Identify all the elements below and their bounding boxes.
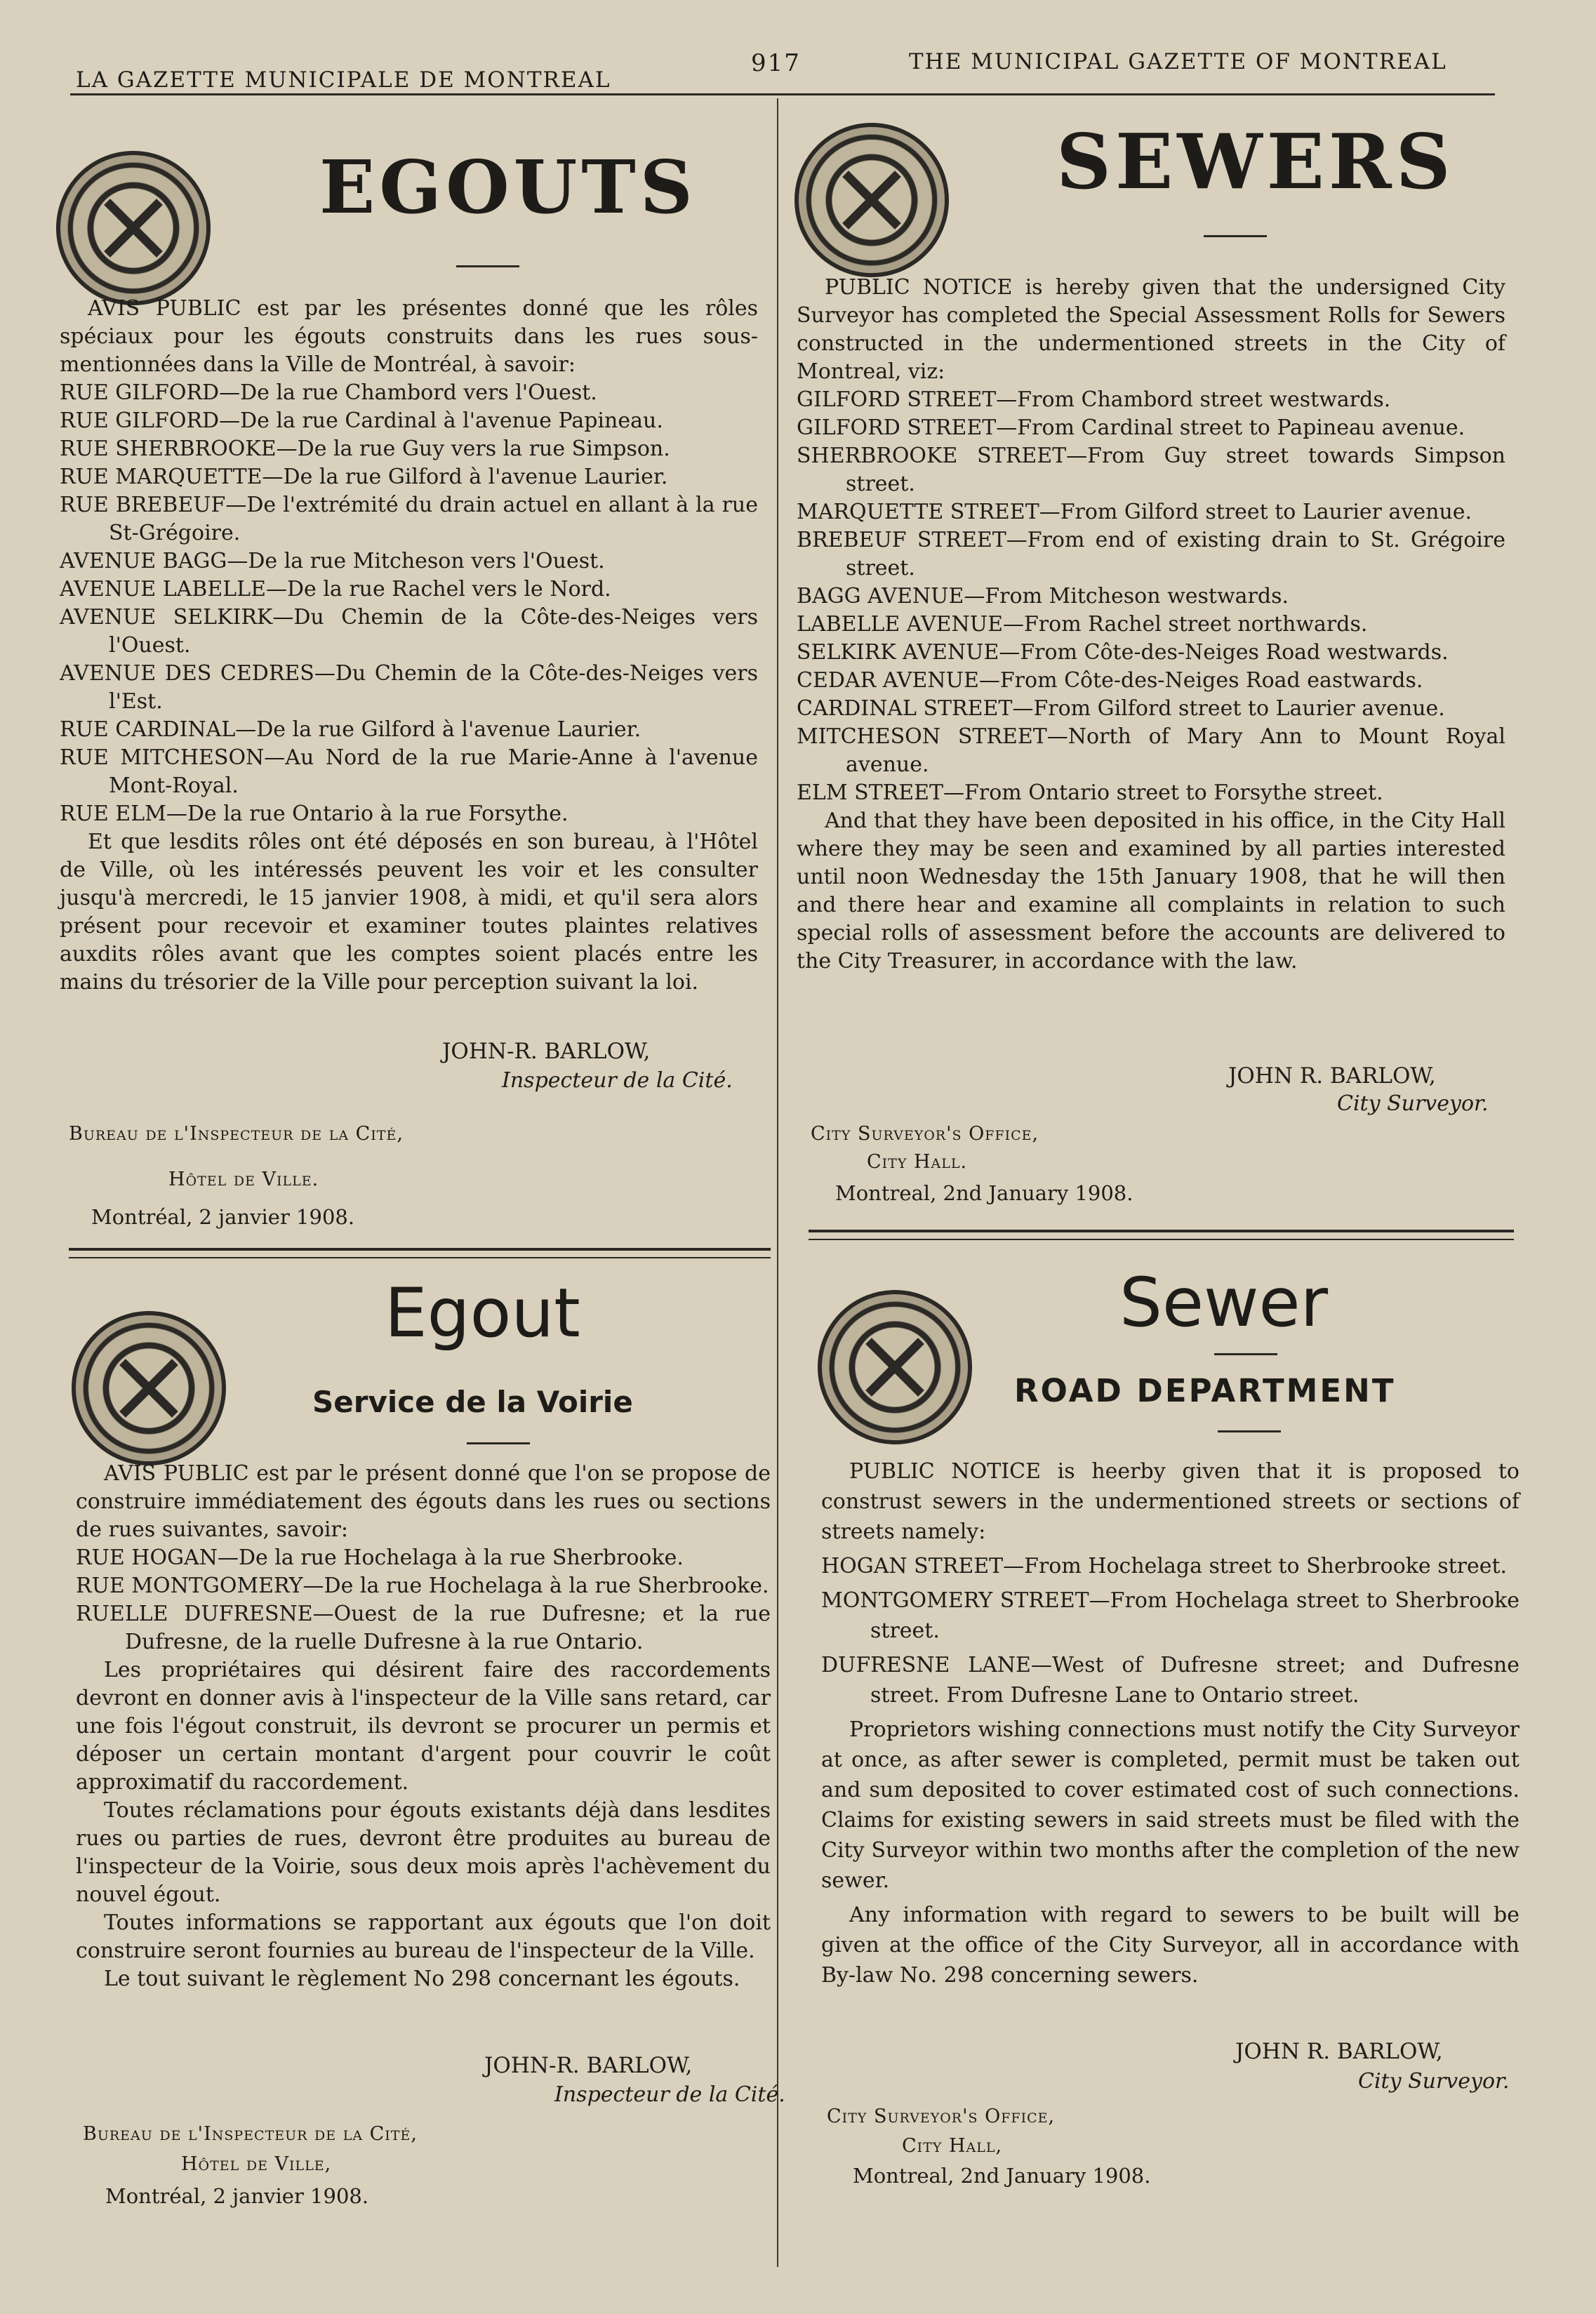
- egout-date: Montréal, 2 janvier 1908.: [105, 2184, 369, 2208]
- egouts-title: EGOUTS: [319, 144, 697, 230]
- sewer-intro: PUBLIC NOTICE is heerby given that it is proposed to construst sewers in the undermentioned streets or sections of streets namely:: [821, 1459, 1519, 1544]
- egouts-office-building: Hôtel de Ville.: [168, 1169, 319, 1190]
- sewer-street: HOGAN STREET—From Hochelaga street to Sherbrooke street.: [821, 1554, 1508, 1578]
- egouts-signature: JOHN-R. BARLOW,: [442, 1039, 651, 1064]
- sewer-signature: JOHN R. BARLOW,: [1235, 2039, 1443, 2064]
- sewers-street: MITCHESON STREET—North of Mary Ann to Mount Royal avenue.: [797, 724, 1505, 777]
- sewer-title-rule: [1218, 1430, 1281, 1432]
- egouts-date: Montréal, 2 janvier 1908.: [91, 1205, 355, 1229]
- sewer-title-rule-top: [1214, 1353, 1277, 1355]
- sewers-intro: PUBLIC NOTICE is hereby given that the undersigned City Surveyor has completed the Special Assessment Rolls for Sewers constructed in the undermentioned streets in the City of Montreal, viz:: [797, 275, 1505, 384]
- egout-paragraph: Le tout suivant le règlement No 298 concernant les égouts.: [104, 1967, 740, 1991]
- sewers-date: Montreal, 2nd January 1908.: [835, 1181, 1133, 1205]
- sewers-office: City Surveyor's Office,: [811, 1123, 1039, 1145]
- city-seal-icon: [72, 1311, 226, 1465]
- sewers-street: BREBEUF STREET—From end of existing drain to St. Grégoire street.: [797, 528, 1505, 580]
- egouts-street: RUE CARDINAL—De la rue Gilford à l'avenue Laurier.: [60, 717, 641, 742]
- sewer-body: [821, 1456, 1519, 1990]
- sewer-date: Montreal, 2nd January 1908.: [853, 2164, 1151, 2188]
- egout-street: RUE MONTGOMERY—De la rue Hochelaga à la rue Sherbrooke.: [76, 1574, 769, 1598]
- section-divider-left: [69, 1248, 771, 1258]
- egouts-street: AVENUE SELKIRK—Du Chemin de la Côte-des-Neiges vers l'Ouest.: [60, 605, 758, 658]
- egouts-intro: AVIS PUBLIC est par les présentes donné que les rôles spéciaux pour les égouts construits dans les rues sous-mentionnées dans la Ville de Montréal, à savoir:: [60, 296, 758, 377]
- sewer-paragraph: Proprietors wishing connections must notify the City Surveyor at once, as after sewer is completed, permit must be taken out and sum deposited to cover estimated cost of such connections. Claims for existing sewers in said streets must be filed with the City Surveyor within two months after the completion of the new sewer.: [821, 1717, 1519, 1893]
- sewers-street: ELM STREET—From Ontario street to Forsythe street.: [797, 780, 1383, 805]
- sewers-title: SEWERS: [1056, 118, 1455, 206]
- sewer-office-building: City Hall,: [902, 2135, 1003, 2157]
- running-head-french: LA GAZETTE MUNICIPALE DE MONTREAL: [76, 67, 611, 93]
- egout-paragraph: Les propriétaires qui désirent faire des raccordements devront en donner avis à l'inspecteur de la Ville sans retard, car une fois l'égout construit, ils devront se procurer un permis et déposer un certain montant d'argent pour couvrir le coût approximatif du raccordement.: [76, 1658, 771, 1795]
- egout-office-building: Hôtel de Ville,: [181, 2153, 332, 2175]
- egout-body: [76, 1460, 771, 1993]
- egouts-title-rule: [456, 265, 519, 267]
- sewer-street: DUFRESNE LANE—West of Dufresne street; and Dufresne street. From Dufresne Lane to Ontario street.: [821, 1653, 1519, 1708]
- city-seal-icon: [818, 1290, 972, 1444]
- sewer-subtitle: ROAD DEPARTMENT: [1014, 1372, 1396, 1409]
- egouts-signer-role: Inspecteur de la Cité.: [502, 1068, 733, 1093]
- egouts-street: AVENUE DES CEDRES—Du Chemin de la Côte-des-Neiges vers l'Est.: [60, 661, 758, 714]
- sewers-street: SHERBROOKE STREET—From Guy street towards Simpson street.: [797, 444, 1505, 496]
- sewers-street: MARQUETTE STREET—From Gilford street to Laurier avenue.: [797, 500, 1472, 524]
- egouts-street: RUE GILFORD—De la rue Chambord vers l'Ouest.: [60, 380, 597, 405]
- egout-office: Bureau de l'Inspecteur de la Cité,: [83, 2123, 418, 2145]
- sewers-body: [797, 274, 1505, 976]
- sewer-office: City Surveyor's Office,: [827, 2106, 1056, 2127]
- egouts-body: [60, 295, 758, 997]
- sewers-street: LABELLE AVENUE—From Rachel street northwards.: [797, 612, 1368, 637]
- city-seal-icon: [56, 151, 211, 305]
- egouts-street: RUE MARQUETTE—De la rue Gilford à l'avenue Laurier.: [60, 465, 668, 489]
- column-divider: [777, 98, 778, 2267]
- egout-title: Egout: [385, 1274, 580, 1352]
- city-seal-icon: [794, 123, 949, 277]
- egout-signature: JOHN-R. BARLOW,: [484, 2053, 693, 2078]
- egouts-street: RUE SHERBROOKE—De la rue Guy vers la rue Simpson.: [60, 437, 670, 461]
- egout-title-rule: [467, 1442, 530, 1444]
- egouts-street: AVENUE BAGG—De la rue Mitcheson vers l'Ouest.: [60, 549, 605, 573]
- sewers-signature: JOHN R. BARLOW,: [1228, 1063, 1436, 1089]
- sewer-paragraph: Any information with regard to sewers to be built will be given at the office of the City Surveyor, all in accordance with By-law No. 298 concerning sewers.: [821, 1903, 1519, 1988]
- header-rule: [70, 93, 1495, 95]
- sewers-closing: And that they have been deposited in his office, in the City Hall where they may be seen and examined by all parties interested until noon Wednesday the 15th January 1908, that he will then and there hear and examine all complaints in relation to such special rolls of assessment before the accounts are delivered to the City Treasurer, in accordance with the law.: [797, 809, 1505, 973]
- egout-signer-role: Inspecteur de la Cité.: [554, 2082, 785, 2107]
- sewer-title: Sewer: [1119, 1263, 1329, 1342]
- sewer-signer-role: City Surveyor.: [1358, 2069, 1510, 2094]
- section-divider-right: [809, 1230, 1514, 1240]
- egout-paragraph: Toutes réclamations pour égouts existants déjà dans lesdites rues ou parties de rues, devront être produites au bureau de l'inspecteur de la Voirie, sous deux mois après l'achèvement du nouvel égout.: [76, 1798, 771, 1907]
- sewers-office-building: City Hall.: [867, 1151, 968, 1173]
- sewers-street: SELKIRK AVENUE—From Côte-des-Neiges Road westwards.: [797, 640, 1449, 665]
- page-number: 917: [751, 49, 801, 77]
- egouts-street: RUE ELM—De la rue Ontario à la rue Forsythe.: [60, 802, 568, 826]
- sewers-street: CEDAR AVENUE—From Côte-des-Neiges Road eastwards.: [797, 668, 1423, 693]
- sewers-street: GILFORD STREET—From Chambord street westwards.: [797, 387, 1391, 412]
- sewers-signer-role: City Surveyor.: [1337, 1091, 1489, 1116]
- running-head-english: THE MUNICIPAL GAZETTE OF MONTREAL: [909, 49, 1447, 74]
- egout-street: RUELLE DUFRESNE—Ouest de la rue Dufresne; et la rue Dufresne, de la ruelle Dufresne à la rue Ontario.: [76, 1602, 771, 1654]
- sewer-street: MONTGOMERY STREET—From Hochelaga street to Sherbrooke street.: [821, 1588, 1519, 1643]
- egout-street: RUE HOGAN—De la rue Hochelaga à la rue Sherbrooke.: [76, 1545, 684, 1570]
- egout-paragraph: Toutes informations se rapportant aux égouts que l'on doit construire seront fournies au bureau de l'inspecteur de la Ville.: [76, 1910, 771, 1963]
- egouts-office: Bureau de l'Inspecteur de la Cité,: [69, 1123, 404, 1145]
- egouts-closing: Et que lesdits rôles ont été déposés en son bureau, à l'Hôtel de Ville, où les intéressés peuvent les voir et les consulter jusqu'à mercredi, le 15 janvier 1908, à midi, et qu'il sera alors présent pour recevoir et examiner toutes plaintes relatives auxdits rôles avant que les comptes soient placés entre les mains du trésorier de la Ville pour perception suivant la loi.: [60, 830, 758, 995]
- sewers-street: GILFORD STREET—From Cardinal street to Papineau avenue.: [797, 415, 1465, 440]
- egouts-street: AVENUE LABELLE—De la rue Rachel vers le Nord.: [60, 577, 611, 601]
- egouts-street: RUE BREBEUF—De l'extrémité du drain actuel en allant à la rue St-Grégoire.: [60, 493, 758, 545]
- sewers-street: BAGG AVENUE—From Mitcheson westwards.: [797, 584, 1289, 609]
- egout-intro: AVIS PUBLIC est par le présent donné que l'on se propose de construire immédiatement des égouts dans les rues ou sections de rues suivantes, savoir:: [76, 1461, 771, 1542]
- egouts-street: RUE MITCHESON—Au Nord de la rue Marie-Anne à l'avenue Mont-Royal.: [60, 745, 758, 798]
- egout-subtitle: Service de la Voirie: [312, 1385, 633, 1419]
- egouts-street: RUE GILFORD—De la rue Cardinal à l'avenue Papineau.: [60, 408, 663, 433]
- sewers-title-rule: [1204, 235, 1267, 237]
- sewers-street: CARDINAL STREET—From Gilford street to Laurier avenue.: [797, 696, 1445, 721]
